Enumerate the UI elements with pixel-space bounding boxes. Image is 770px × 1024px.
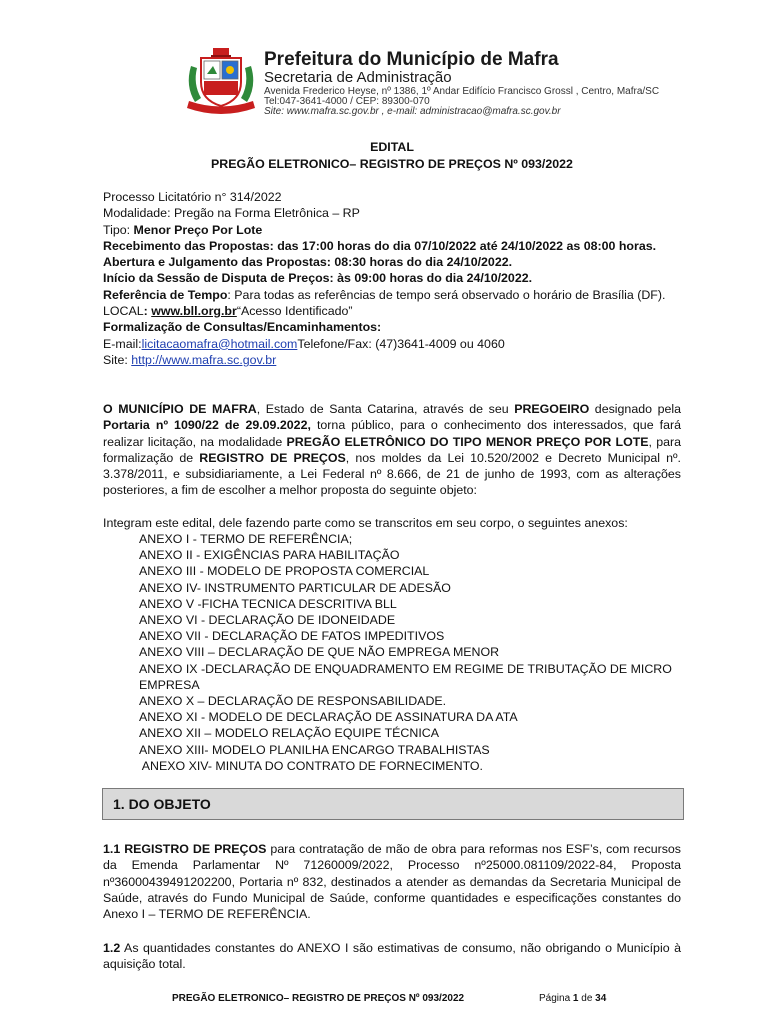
intro-modalidade: PREGÃO ELETRÔNICO DO TIPO MENOR PREÇO POR LOTE xyxy=(286,434,649,449)
section-title: 1. DO OBJETO xyxy=(113,796,211,812)
header-phone: Tel:047-3641-4000 / CEP: 89300-070 xyxy=(264,96,430,107)
formalizacao-line: Formalização de Consultas/Encaminhamentos: xyxy=(103,320,382,335)
intro-municipio: O MUNICÍPIO DE MAFRA xyxy=(103,402,257,416)
site-line xyxy=(103,352,681,368)
tipo-label: Tipo: xyxy=(103,222,134,237)
annexes-intro: Integram este edital, dele fazendo parte como se transcritos em seu corpo, o seguintes anexos: xyxy=(103,516,628,530)
annex-list xyxy=(139,531,684,774)
intro-paragraph xyxy=(103,401,681,499)
site-label: Site: xyxy=(103,352,132,367)
intro-text-2: designado pela xyxy=(589,402,682,416)
annex-item: ANEXO XI - MODELO DE DECLARAÇÃO DE ASSINATURA DA ATA xyxy=(139,710,518,725)
annex-item: ANEXO I - TERMO DE REFERÊNCIA; xyxy=(139,532,353,546)
header-subtitle: Secretaria de Administração xyxy=(264,69,452,86)
municipal-coat-of-arms-icon xyxy=(183,46,259,116)
header-title: Prefeitura do Município de Mafra xyxy=(264,49,559,70)
footer-title: PREGÃO ELETRONICO– REGISTRO DE PREÇOS Nº 093/2022 xyxy=(172,993,465,1004)
info-block xyxy=(103,189,681,368)
objeto-1-2-label: 1.2 xyxy=(103,941,121,955)
email-link[interactable]: licitacaomafra@hotmail.com xyxy=(141,336,298,351)
objeto-1-1-label: 1.1 REGISTRO DE PREÇOS xyxy=(103,842,267,856)
annex-item: ANEXO VIII – DECLARAÇÃO DE QUE NÃO EMPREGA MENOR xyxy=(139,645,500,660)
email-label: E-mail: xyxy=(103,336,142,351)
header-address: Avenida Frederico Heyse, nº 1386, 1º Andar Edifício Francisco Grossl , Centro, Mafra/SC xyxy=(264,86,660,97)
footer-page-number xyxy=(539,993,606,1004)
annex-item: ANEXO III - MODELO DE PROPOSTA COMERCIAL xyxy=(139,564,430,579)
annex-item: ANEXO IV- INSTRUMENTO PARTICULAR DE ADESÃO xyxy=(139,580,451,595)
recebimento-line: Recebimento das Propostas: das 17:00 horas do dia 07/10/2022 até 24/10/2022 as 08:00 horas. xyxy=(103,238,657,253)
intro-text-3: torna público, para o conhecimento dos interessados, que fará realizar licitação, na modalidade xyxy=(103,418,681,449)
objeto-paragraph-2 xyxy=(103,940,681,973)
site-link[interactable]: http://www.mafra.sc.gov.br xyxy=(131,352,277,367)
bll-link[interactable]: www.bll.org.br xyxy=(151,304,237,319)
annex-item: ANEXO XIV- MINUTA DO CONTRATO DE FORNECIMENTO. xyxy=(139,758,483,773)
annex-item: ANEXO XIII- MODELO PLANILHA ENCARGO TRABALHISTAS xyxy=(139,742,490,757)
telefone-text: Telefone/Fax: (47)3641-4009 ou 4060 xyxy=(297,336,505,351)
page-sep: de xyxy=(578,993,596,1004)
page-total: 34 xyxy=(595,993,607,1004)
page-label: Página xyxy=(539,993,573,1004)
intro-text-5: , nos moldes da Lei 10.520/2002 e Decreto Municipal nº. 3.378/2011, e subsidiariamente, a Lei Federal nº 8.666, de 21 de junho de 1993, com as alterações posteriores, a fim de escolher a melhor proposta do seguinte objeto: xyxy=(103,450,681,498)
referencia-label: Referência de Tempo xyxy=(103,287,228,302)
objeto-paragraph-1 xyxy=(103,841,681,922)
intro-portaria: Portaria nº 1090/22 de 29.09.2022, xyxy=(103,418,311,433)
annex-item: ANEXO VI - DECLARAÇÃO DE IDONEIDADE xyxy=(139,613,396,628)
section-header-objeto xyxy=(102,788,684,820)
intro-text-4: , para formalização de xyxy=(103,434,682,465)
modalidade-line: Modalidade: Pregão na Forma Eletrônica – RP xyxy=(103,206,360,221)
local-text: “Acesso Identificado” xyxy=(236,304,353,319)
local-sep: : xyxy=(143,304,152,319)
local-label: LOCAL xyxy=(103,304,144,319)
processo-line: Processo Licitatório n° 314/2022 xyxy=(103,190,282,204)
annex-item: ANEXO X – DECLARAÇÃO DE RESPONSABILIDADE. xyxy=(139,694,447,709)
annex-item: ANEXO XII – MODELO RELAÇÃO EQUIPE TÉCNICA xyxy=(139,726,439,741)
annex-item: ANEXO IX -DECLARAÇÃO DE ENQUADRAMENTO EM REGIME DE TRIBUTAÇÃO DE MICRO EMPRESA xyxy=(139,661,672,692)
email-line xyxy=(103,336,681,352)
local-line xyxy=(103,303,681,319)
annex-item: ANEXO V -FICHA TECNICA DESCRITIVA BLL xyxy=(139,596,397,611)
intro-registro: REGISTRO DE PREÇOS xyxy=(199,450,346,465)
edital-subtitle: PREGÃO ELETRONICO– REGISTRO DE PREÇOS Nº 093/2022 xyxy=(211,157,573,171)
referencia-text: : Para todas as referências de tempo será observado o horário de Brasília (DF). xyxy=(227,287,666,302)
referencia-line xyxy=(103,287,681,303)
tipo-line xyxy=(103,222,681,238)
intro-pregoeiro: PREGOEIRO xyxy=(514,402,590,416)
page-current: 1 xyxy=(572,993,579,1004)
annex-item: ANEXO VII - DECLARAÇÃO DE FATOS IMPEDITIVOS xyxy=(139,629,445,644)
header-site: Site: www.mafra.sc.gov.br , e-mail: administracao@mafra.sc.gov.br xyxy=(264,106,561,117)
annex-item: ANEXO II - EXIGÊNCIAS PARA HABILITAÇÃO xyxy=(139,548,400,563)
objeto-1-2-text: As quantidades constantes do ANEXO I são estimativas de consumo, não obrigando o Município à aquisição total. xyxy=(103,941,681,972)
tipo-value: Menor Preço Por Lote xyxy=(133,222,263,237)
objeto-1-1-text: para contratação de mão de obra para reformas nos ESF’s, com recursos da Emenda Parlamentar Nº 71260009/2022, Processo nº25000.081109/2022-84, Proposta nº36000439491202200, Portaria nº 832, destinados a atender as demandas da Secretaria Municipal de Saúde, através do Fundo Municipal de Saúde, conforme quantidades e especificações constantes do Anexo I – TERMO DE REFERÊNCIA. xyxy=(103,842,682,922)
intro-text-1: , Estado de Santa Catarina, através de seu xyxy=(256,402,515,416)
abertura-line: Abertura e Julgamento das Propostas: 08:30 horas do dia 24/10/2022. xyxy=(103,255,513,270)
inicio-line: Início da Sessão de Disputa de Preços: às 09:00 horas do dia 24/10/2022. xyxy=(103,271,533,286)
edital-title: EDITAL xyxy=(370,140,414,154)
